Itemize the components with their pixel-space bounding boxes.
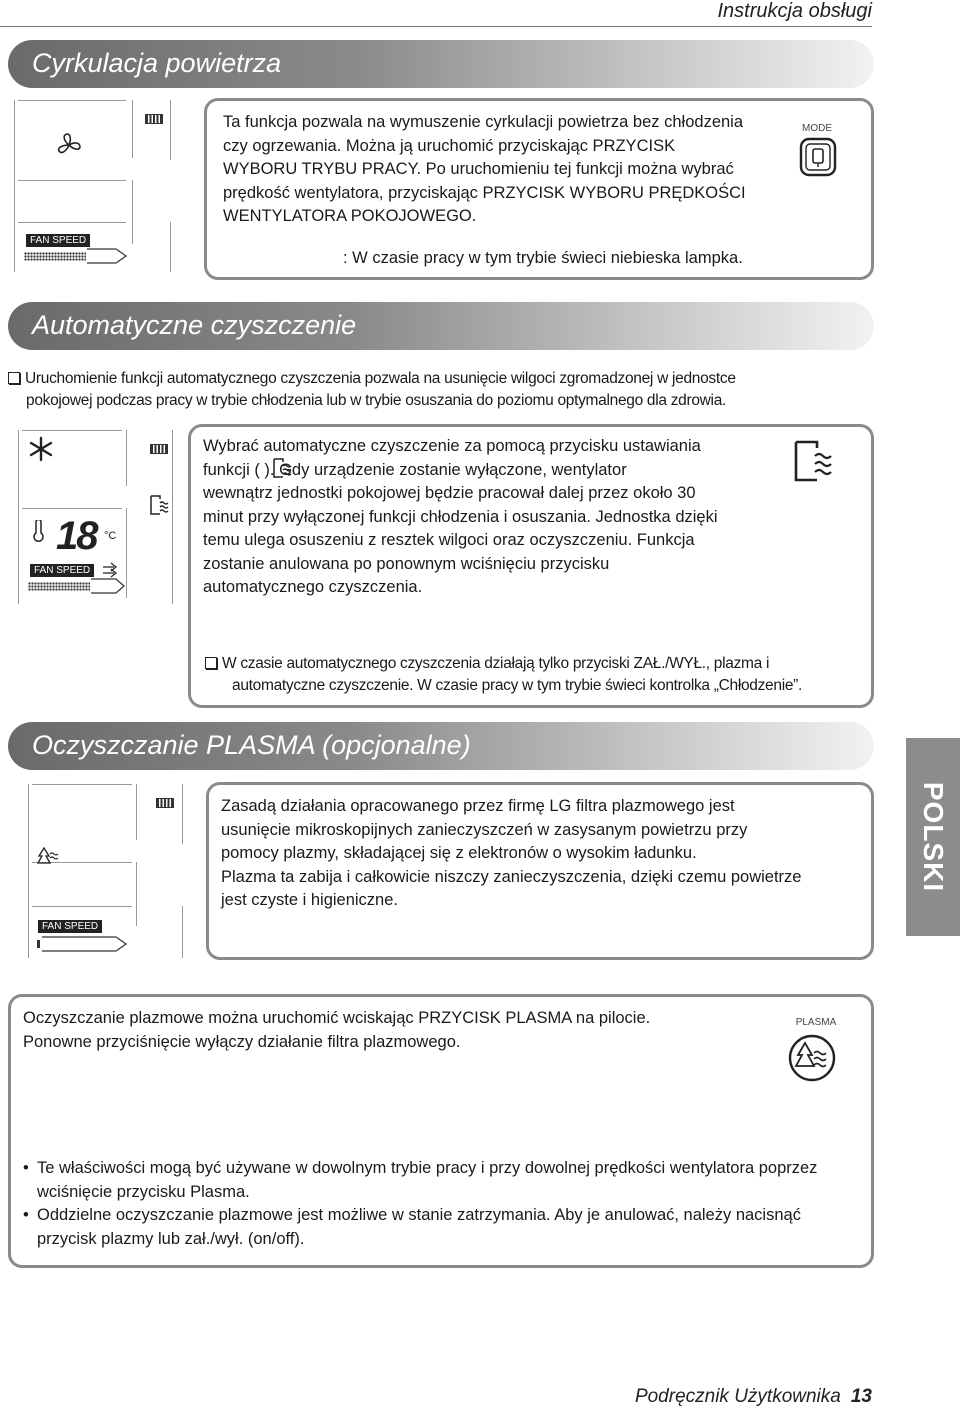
- fan-speed-tag: FAN SPEED: [30, 564, 94, 577]
- fan-speed-dots: [28, 582, 90, 591]
- plasma-button-icon: [787, 1033, 837, 1083]
- footer-label: Podręcznik Użytkownika: [634, 1386, 841, 1407]
- mode-button-label: MODE: [802, 123, 832, 134]
- section-body: Ta funkcja pozwala na wymuszenie cyrkulacji powietrza bez chłodzenia czy ogrzewania. Można ją uruchomić przyciskając PRZYCISK WYBORU TRYBU PRACY. Po uruchomieniu tej funkcji można wybrać prędkość wentylatora, przyciskając PRZYCISK WYBORU PRĘDKOŚCI WENTYLATORA POKOJOWEGO.: [223, 113, 746, 225]
- fan-speed-tag: FAN SPEED: [26, 234, 90, 247]
- page-footer: [635, 1386, 872, 1408]
- lamp-note: : W czasie pracy w tym trybie świeci niebieska lampka.: [343, 249, 743, 267]
- auto-clean-note: W czasie automatycznego czyszczenia działają tylko przyciski ZAŁ./WYŁ., plazma i automatyczne czyszczenie. W czasie pracy w tym trybie świeci kontrolka „Chłodzenie”.: [205, 653, 865, 697]
- battery-icon: [150, 444, 168, 454]
- page-header-title: Instrukcja obsługi: [717, 0, 872, 22]
- checkbox-bullet-icon: [8, 372, 20, 384]
- snowflake-icon: [28, 436, 54, 462]
- section-body: Zasadą działania opracowanego przez firmę LG filtra plazmowego jest usunięcie mikroskopijnych zanieczyszczeń w zasysanym powietrzu przy pomocy plazmy, składającej się z elektronów o wysokim ładunku. Plazma ta zabija i całkowicie niszczy zanieczyszczenia, dzięki czemu powietrze jest czyste i higieniczne.: [221, 797, 802, 909]
- language-side-tab: POLSKI: [906, 738, 960, 936]
- section-title-bar: [8, 40, 874, 88]
- battery-icon: [156, 798, 174, 808]
- auto-clean-intro: Uruchomienie funkcji automatycznego czyszczenia pozwala na usunięcie wilgoci zgromadzonej w jednostce pokojowej podczas pracy w trybie chłodzenia lub w trybie osuszania do poziomu optymalnego dla zdrowia.: [8, 368, 874, 412]
- temperature-value: 18: [56, 514, 97, 558]
- header-divider: [0, 26, 872, 27]
- auto-clean-button-icon: [791, 439, 837, 483]
- battery-icon: [145, 114, 163, 124]
- section-title-bar: [8, 302, 874, 350]
- fan-speed-arrow-icon: [36, 934, 128, 954]
- info-box: [206, 782, 874, 960]
- list-item: • Te właściwości mogą być używane w dowolnym trybie pracy i przy dowolnej prędkości wentylatora poprzez wciśnięcie przycisku Plasma.: [23, 1157, 843, 1204]
- page-number: 13: [850, 1386, 872, 1407]
- plasma-button-label: PLASMA: [795, 1017, 837, 1028]
- auto-clean-icon: [148, 494, 170, 516]
- list-item: • Oddzielne oczyszczanie plazmowe jest możliwe w stanie zatrzymania. Aby je anulować, należy nacisnąć przycisk plazmy lub zał./wył. (on/off).: [23, 1204, 843, 1251]
- checkbox-bullet-icon: [205, 657, 217, 669]
- thermometer-icon: [30, 520, 46, 542]
- plasma-notes: [23, 1157, 843, 1251]
- fan-icon: [56, 132, 82, 158]
- section-body: Wybrać automatyczne czyszczenie za pomocą przycisku ustawiania funkcji ( ). Gdy urządzenie zostanie wyłączone, wentylator wewnątrz jednostki pokojowej będzie pracował dalej przez około 30 minut przy wyłączonej funkcji chłodzenia i osuszania. Jednostka dzięki temu ulega osuszeniu z resztek wilgoci oraz oczyszczeniu. Funkcja zostanie anulowana po ponownym wciśnięciu przycisku automatycznego czyszczenia.: [203, 437, 718, 596]
- lcd-display: [14, 100, 174, 272]
- mode-button-icon: [799, 137, 837, 177]
- auto-clean-icon: [271, 457, 293, 479]
- plasma-icon: [36, 846, 60, 866]
- section-title-bar: [8, 722, 874, 770]
- fan-speed-tag: FAN SPEED: [38, 920, 102, 933]
- plasma-remote-text: Oczyszczanie plazmowe można uruchomić wciskając PRZYCISK PLASMA na pilocie. Ponowne przyciśnięcie wyłączy działanie filtra plazmowego.: [23, 1009, 651, 1051]
- fan-speed-arrow-icon: [86, 246, 128, 266]
- plasma-remote-box: [8, 994, 874, 1268]
- section-title: Cyrkulacja powietrza: [32, 48, 282, 78]
- section-title: Automatyczne czyszczenie: [32, 310, 357, 340]
- info-box: [204, 98, 874, 280]
- info-box: [188, 424, 874, 708]
- lcd-display: [28, 784, 188, 958]
- temperature-unit: °C: [104, 530, 117, 542]
- fan-speed-dots: [24, 252, 86, 261]
- fan-speed-arrow-icon: [90, 576, 126, 596]
- section-title: Oczyszczanie PLASMA (opcjonalne): [32, 730, 471, 760]
- lcd-display: [18, 430, 178, 604]
